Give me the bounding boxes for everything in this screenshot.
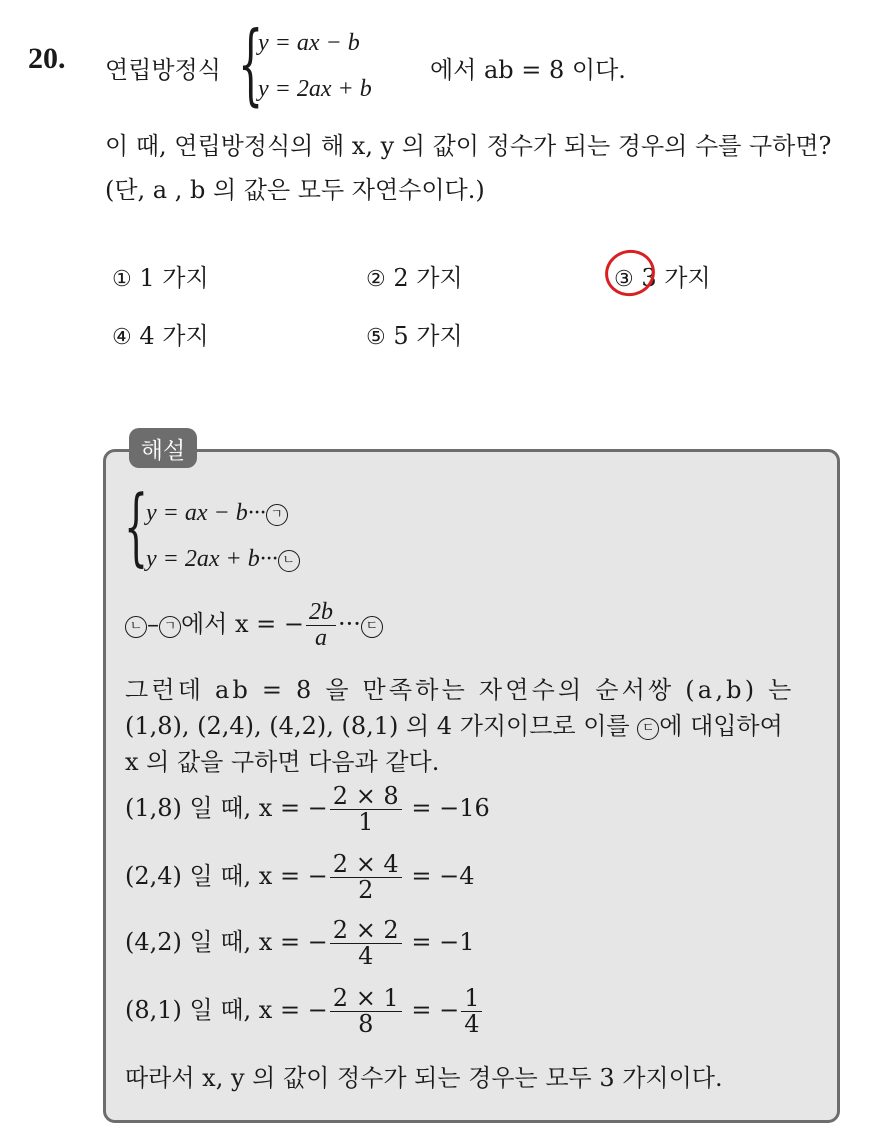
- step-1-dash: –: [147, 610, 159, 639]
- case-2-numerator: 2 × 4: [330, 852, 402, 878]
- case-4-result-fraction: [461, 986, 482, 1037]
- solution-para-3: x 의 값을 구하면 다음과 같다.: [125, 748, 440, 776]
- choice-1-mark: ①: [112, 267, 132, 292]
- solution-conclusion: 따라서 x, y 의 값이 정수가 되는 경우는 모두 3 가지이다.: [125, 1064, 723, 1092]
- case-2-result: = −4: [411, 862, 475, 891]
- case-1-numerator: 2 × 8: [330, 784, 402, 810]
- problem-condition: 에서 ab = 8 이다.: [430, 56, 626, 84]
- problem-intro: 연립방정식: [105, 56, 221, 84]
- case-4-denominator: 8: [358, 1010, 374, 1039]
- problem-question: 이 때, 연립방정식의 해 x, y 의 값이 정수가 되는 경우의 수를 구하면?: [105, 132, 832, 160]
- para-2-text-a: (1,8), (2,4), (4,2), (8,1) 의 4 가지이므로 이를: [125, 712, 630, 740]
- step-1-fraction: [306, 600, 336, 651]
- para-2-text-b: 에 대입하여: [659, 712, 783, 740]
- tag-nieun: ㄴ: [278, 550, 300, 572]
- choice-4-mark: ④: [112, 325, 132, 350]
- choice-4[interactable]: [112, 316, 209, 351]
- case-1-pair: (1,8) 일 때, x = −: [125, 794, 328, 823]
- case-1-result: = −16: [411, 794, 490, 823]
- step-1-numerator: 2b: [306, 600, 336, 626]
- tag-giyeok: ㄱ: [266, 504, 288, 526]
- tag-digeut-ref: ㄷ: [637, 718, 659, 740]
- case-2-denominator: 2: [358, 876, 374, 905]
- choice-2-text: 2 가지: [393, 264, 463, 292]
- case-row-2: [125, 852, 474, 903]
- solution-eq-1: [146, 500, 288, 527]
- case-row-4: [125, 986, 484, 1037]
- case-1-denominator: 1: [358, 808, 374, 837]
- solution-step-1: [125, 600, 383, 651]
- case-3-denominator: 4: [358, 942, 374, 971]
- tag-giyeok-ref: ㄱ: [159, 616, 181, 638]
- case-4-numerator: 2 × 1: [330, 986, 402, 1012]
- case-2-pair: (2,4) 일 때, x = −: [125, 862, 328, 891]
- choice-2[interactable]: [366, 258, 463, 293]
- case-3-fraction: [330, 918, 402, 969]
- choice-1[interactable]: [112, 258, 209, 293]
- choice-5-mark: ⑤: [366, 325, 386, 350]
- case-4-result-numerator: 1: [461, 986, 482, 1012]
- choice-4-text: 4 가지: [139, 322, 209, 350]
- case-4-fraction: [330, 986, 402, 1037]
- problem-number: 20.: [28, 42, 66, 75]
- choice-5[interactable]: [366, 316, 463, 351]
- case-4-result-denominator: 4: [464, 1010, 480, 1039]
- solution-system-brace: {: [124, 477, 149, 575]
- case-row-3: [125, 918, 474, 969]
- equation-1: y = ax − b: [258, 30, 360, 56]
- system-brace: {: [238, 12, 264, 115]
- equation-2: y = 2ax + b: [258, 76, 372, 102]
- step-1-denominator: a: [315, 625, 328, 652]
- case-1-fraction: [330, 784, 402, 835]
- tag-nieun-ref: ㄴ: [125, 616, 147, 638]
- case-4-result-prefix: = −: [411, 996, 460, 1025]
- choice-2-mark: ②: [366, 267, 386, 292]
- choice-5-text: 5 가지: [393, 322, 463, 350]
- case-3-numerator: 2 × 2: [330, 918, 402, 944]
- problem-note: (단, a , b 의 값은 모두 자연수이다.): [105, 176, 485, 204]
- case-3-result: = −1: [411, 928, 475, 957]
- choice-1-text: 1 가지: [139, 264, 209, 292]
- step-1-ellipsis: ···: [338, 610, 361, 639]
- case-4-pair: (8,1) 일 때, x = −: [125, 996, 328, 1025]
- solution-para-2: [125, 706, 783, 741]
- solution-eq-1-text: y = ax − b···: [146, 500, 266, 526]
- step-1-text: 에서 x = −: [181, 610, 305, 639]
- choice-3-mark: ③: [614, 267, 634, 292]
- case-3-pair: (4,2) 일 때, x = −: [125, 928, 328, 957]
- case-row-1: [125, 784, 490, 835]
- case-2-fraction: [330, 852, 402, 903]
- choice-3-text: 3 가지: [641, 264, 711, 292]
- solution-eq-2: [146, 546, 300, 573]
- solution-tab: 해설: [129, 428, 197, 468]
- solution-para-1: 그런데 ab = 8 을 만족하는 자연수의 순서쌍 (a,b) 는: [125, 676, 795, 704]
- solution-eq-2-text: y = 2ax + b···: [146, 546, 278, 572]
- tag-digeut: ㄷ: [361, 616, 383, 638]
